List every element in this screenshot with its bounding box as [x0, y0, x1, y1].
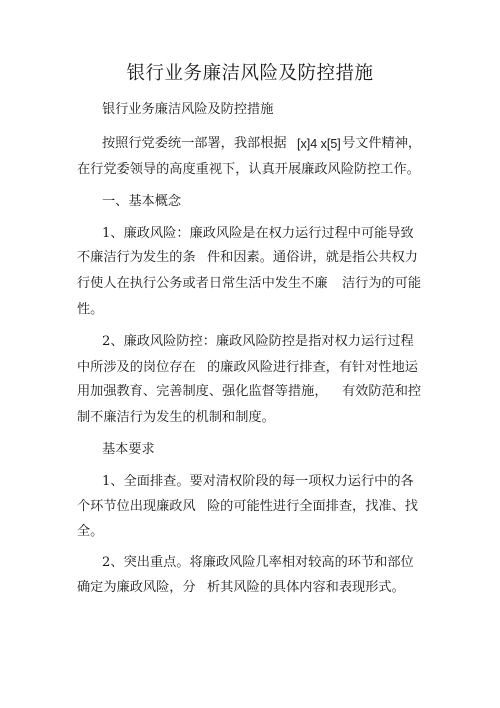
- document-subtitle: 银行业务廉洁风险及防控措施: [102, 102, 274, 117]
- concept2-line-4: 制不廉洁行为发生的机制和制度。: [77, 410, 275, 425]
- req1-line-2b: 险的可能性进行全面排查，找准、找: [207, 499, 418, 514]
- req1-line-3: 全。: [77, 524, 104, 539]
- concept2-line-1: 2、廉政风险防控：廉政风险防控是指对权力运行过程: [102, 334, 414, 349]
- intro-line-1b: 号文件精神，: [342, 136, 422, 151]
- req1-line-2a: 个环节位出现廉政风: [77, 499, 196, 514]
- concept1-line-3b: 洁行为的可能: [342, 276, 422, 291]
- concept2-line-3a: 用加强教育、完善制度、强化监督等措施，: [77, 384, 328, 399]
- concept1-line-3a: 行使人在执行公务或者日常生活中发生不廉: [77, 276, 328, 291]
- intro-line-2: 在行党委领导的高度重视下，认真开展廉政风险防控工作。: [77, 162, 420, 177]
- document-title: 银行业务廉洁风险及防控措施: [126, 63, 374, 84]
- req2-line-2a: 确定为廉政风险，分: [77, 580, 196, 595]
- section-heading-basic-requirements: 基本要求: [102, 442, 155, 457]
- req2-line-1: 2、突出重点。将廉政风险几率相对较高的环节和部位: [102, 555, 414, 570]
- concept1-line-2b: 件和因素。通俗讲，就是指公共权力: [207, 250, 418, 265]
- req1-line-1: 1、全面排查。要对清权阶段的每一项权力运行中的各: [102, 474, 414, 489]
- intro-document-reference: [x]4 x[5]: [297, 137, 341, 151]
- section-heading-basic-concepts: 一、基本概念: [102, 194, 182, 209]
- concept2-line-2a: 中所涉及的岗位存在: [77, 360, 196, 375]
- intro-line-1a: 按照行党委统一部署，我部根据: [102, 136, 287, 151]
- concept1-line-2a: 不廉洁行为发生的条: [77, 250, 196, 265]
- concept1-line-4: 性。: [77, 302, 104, 317]
- concept1-line-1: 1、廉政风险：廉政风险是在权力运行过程中可能导致: [102, 226, 414, 241]
- concept2-line-3b: 有效防范和控: [342, 384, 422, 399]
- concept2-line-2b: 的廉政风险进行排查，有针对性地运: [207, 360, 418, 375]
- req2-line-2b: 析其风险的具体内容和表现形式。: [207, 580, 405, 595]
